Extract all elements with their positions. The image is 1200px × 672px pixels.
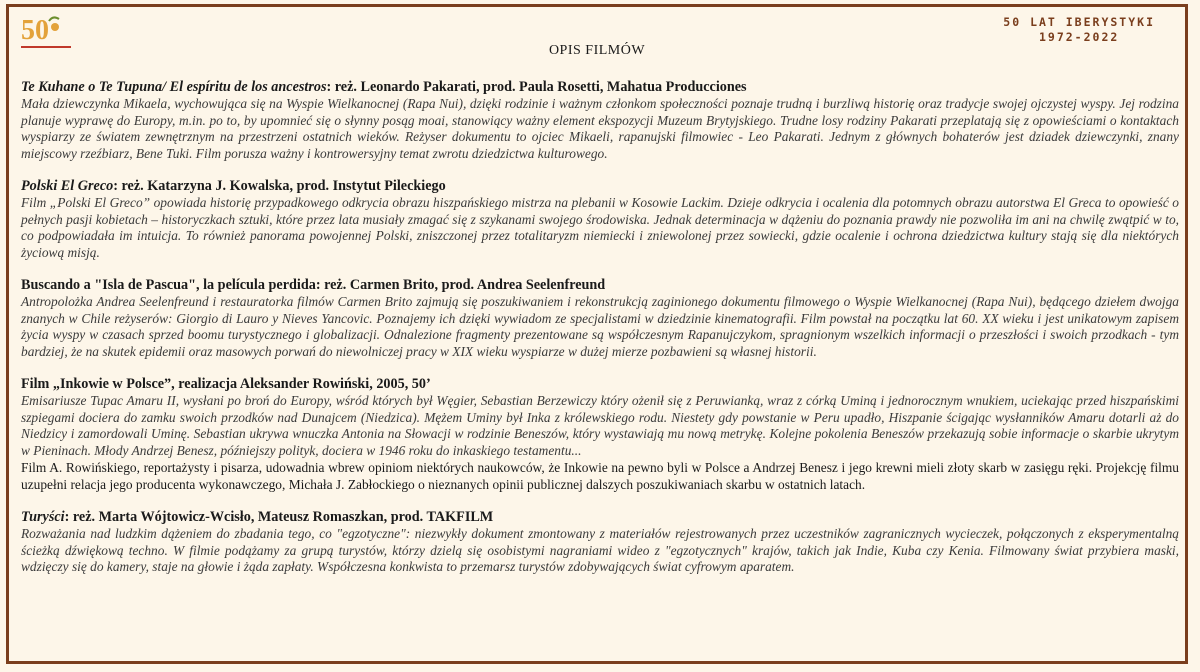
film-entry	[21, 376, 1179, 493]
logo-number: 50	[21, 15, 49, 46]
film-description: Mała dziewczynka Mikaela, wychowująca się na Wyspie Wielkanocnej (Rapa Nui), dzięki rodzinie i ważnym członkom społeczności poznaje trudną i burzliwą historię oraz tradycje swojej ojczystej wyspy. Jej rodzina planuje wyprawę do Europy, m.in. po to, by upomnieć się o słynny posąg moai, stanowiący ważny element ekspozycji Muzeum Brytyjskiego. Trudne losy rodziny Pakarati przeplatają się z opowieściami o kontaktach wyspiarzy ze światem zewnętrznym na przestrzeni ostatnich wieków. Reżyser dokumentu to ojciec Mikaeli, rapanujski filmowiec - Leo Pakarati. Jednym z głównych bohaterów jest dziadek dziewczynki, znany miejscowy rzeźbiarz, Bene Tuki. Film porusza ważny i kontrowersyjny temat zwrotu dziedzictwa kulturowego.	[21, 96, 1179, 161]
film-credits: : reż. Marta Wójtowicz-Wcisło, Mateusz Romaszkan, prod. TAKFILM	[64, 509, 494, 525]
film-description: Film „Polski El Greco” opowiada historię przypadkowego odkrycia obrazu hiszpańskiego mistrza na plebanii w Kosowie Lackim. Dzieje odkrycia i ocalenia dla potomnych obrazu autorstwa El Greca to opowieść o pełnych pasji kobietach – historyczkach sztuki, które przez lata musiały zmagać się z szykanami swojego środowiska. Jednak determinacja w dążeniu do poznania prawdy nie pozwoliła im ani na chwilę zwątpić w to, co podpowiadała im intuicja. To również panorama powojennej Polski, zniszczonej przez totalitaryzm niemiecki i zniewolonej przez sowiecki, gdzie ocalenie i ochrona dziedzictwa kultury stają się dla niektórych życiową misją.	[21, 195, 1179, 260]
film-credits: : reż. Leonardo Pakarati, prod. Paula Rosetti, Mahatua Producciones	[326, 79, 747, 95]
film-description: Emisariusze Tupac Amaru II, wysłani po broń do Europy, wśród których był Węgier, Sebastian Berzewiczy który ożenił się z Peruwianką, wraz z córką Uminą i jednorocznym wnukiem, uciekając przed hiszpańskimi szpiegami dociera do zamku swoich przodków nad Dunajcem (Niedzica). Mężem Uminy był Inka z królewskiego rodu. Niestety gdy powstanie w Peru upadło, Hiszpanie ścigając wysłanników Amaru dotarli aż do Niedzicy i zamordowali Uminę. Sebastian ukrywa wnuczka Antonia na Słowacji w rodzinie Beneszów, który wystawiają mu nową metrykę. Kolejne pokolenia Beneszów przekazują sobie informacje o skarbie ukrytym w Pieninach. Młody Andrzej Benesz, późniejszy polityk, dociera w 1946 roku do inkaskiego testamentu...	[21, 393, 1179, 458]
film-description: Rozważania nad ludzkim dążeniem do zbadania tego, co "egzotyczne": niezwykły dokument zmontowany z materiałów rejestrowanych przez uczestników zagranicznych wycieczek, połączonych z eksperymentalną ścieżką dźwiękową techno. W filmie podążamy za grupą turystów, którzy dzielą się osobistymi nagraniami wideo z "egzotycznych" krajów, takich jak Indie, Kuba czy Kenia. Filmowany świat przybiera maski, wdzięczy się do kamery, staje na głowie i żąda zapłaty. Współczesna konkwista to przemarsz turystów zdobywających świat cyfrowym aparatem.	[21, 526, 1179, 574]
film-title: Turyści	[21, 509, 65, 525]
film-entry	[21, 178, 1179, 261]
film-list	[21, 79, 1179, 592]
film-title: Polski El Greco	[21, 178, 114, 194]
film-extra-note: Film A. Rowińskiego, reportażysty i pisarza, udowadnia wbrew opiniom niektórych naukowców, że Inkowie na pewno byli w Polsce a Andrzej Benesz i jego krewni mieli złoty skarb w zasięgu ręki. Projekcję filmu uzupełni relacja jego producenta wykonawczego, Michała J. Zabłockiego o nieznanych opinii publicznej dalszych poszukiwaniach skarbu w ostatnich latach.	[21, 460, 1179, 492]
film-credits: : reż. Katarzyna J. Kowalska, prod. Instytut Pileckiego	[113, 178, 446, 194]
film-heading	[21, 277, 1179, 294]
film-heading	[21, 79, 1179, 96]
page-title: OPIS FILMÓW	[548, 43, 646, 58]
film-description: Antropolożka Andrea Seelenfreund i restauratorka filmów Carmen Brito zajmują się poszukiwaniem i rekonstrukcją zaginionego dokumentu filmowego o Wyspie Wielkanocnej (Rapa Nui), będącego dziełem dwojga znanych w Chile reżyserów: Giorgio di Lauro y Nieves Yancovic. Poznajemy ich dzięki wywiadom ze specjalistami w dziedzinie kinematografii. Film powstał na początku lat 60. XX wieku i jest unikatowym zapisem życia wyspy w czasach sprzed boomu turystycznego i globalizacji. Odnalezione fragmenty prezentowane są współczesnym Rapanujczykom, spragnionym wszelkich informacji o przeszłości i swoich przodkach - tym bardziej, że na skutek epidemii oraz masowych porwań do niewolniczej pracy w XIX wieku wyspiarze w dużej mierze pozbawieni są własnej historii.	[21, 294, 1179, 359]
film-credits: Film „Inkowie w Polsce”, realizacja Aleksander Rowiński, 2005, 50’	[21, 376, 431, 392]
film-heading	[21, 509, 1179, 526]
film-heading	[21, 178, 1179, 195]
film-heading	[21, 376, 1179, 393]
film-title: Te Kuhane o Te Tupuna/ El espíritu de los ancestros	[21, 79, 327, 95]
film-entry	[21, 79, 1179, 162]
film-entry	[21, 509, 1179, 576]
jubilee-line-1: 50 LAT IBERYSTYKI	[1003, 15, 1155, 29]
jubilee-line-2: 1972-2022	[1038, 30, 1120, 44]
page-frame	[6, 4, 1188, 664]
film-entry	[21, 277, 1179, 360]
jubilee-label	[1003, 15, 1155, 45]
film-credits: Buscando a "Isla de Pascua", la película perdida: reż. Carmen Brito, prod. Andrea Seelenfreund	[21, 277, 606, 293]
